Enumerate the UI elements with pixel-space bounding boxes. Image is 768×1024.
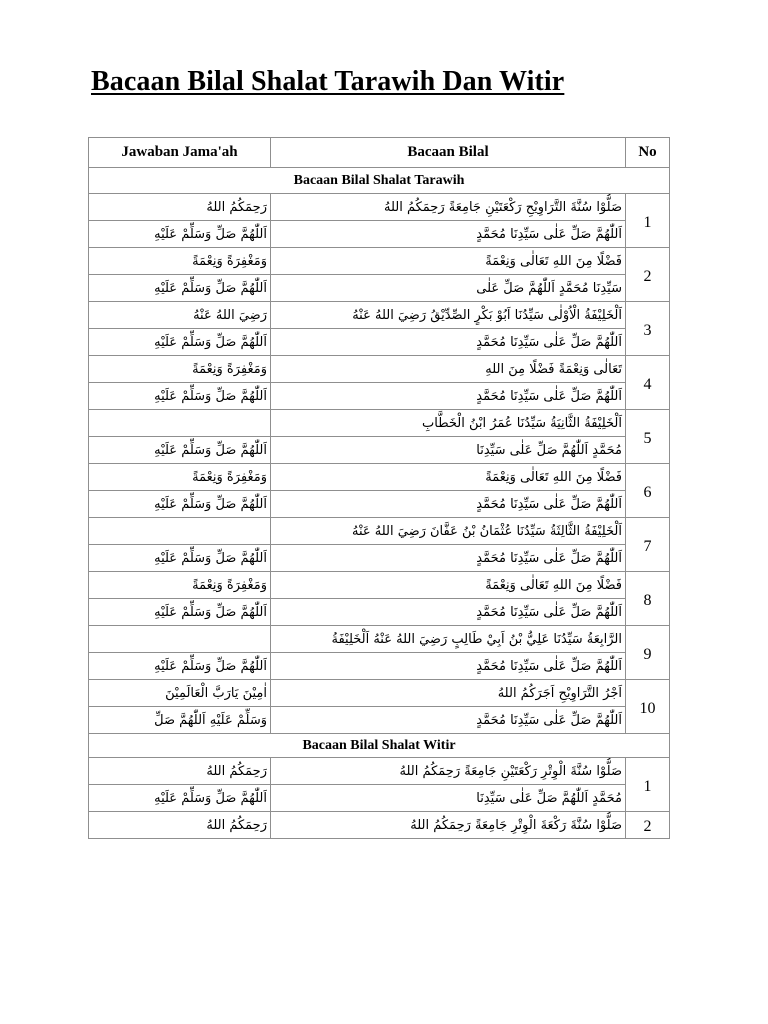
jawaban-cell: اَللّٰهُمَّ صَلِّ وَسَلِّمْ عَلَيْهِ [89, 785, 271, 812]
jawaban-cell: اَللّٰهُمَّ صَلِّ وَسَلِّمْ عَلَيْهِ [89, 329, 271, 356]
table-row [89, 572, 670, 599]
table-row [89, 464, 670, 491]
table-row [89, 221, 670, 248]
table-row [89, 302, 670, 329]
jawaban-cell [89, 626, 271, 653]
bilal-cell: اَللّٰهُمَّ صَلِّ عَلٰى سَيِّدِنَا مُحَمَّدٍ [271, 383, 626, 410]
table-row [89, 680, 670, 707]
table-body [89, 168, 670, 839]
table-row [89, 599, 670, 626]
bilal-cell: اَللّٰهُمَّ صَلِّ عَلٰى سَيِّدِنَا مُحَمَّدٍ [271, 329, 626, 356]
number-cell [626, 680, 670, 734]
table-row [89, 812, 670, 839]
table-row [89, 491, 670, 518]
section-title: Bacaan Bilal Shalat Witir [89, 734, 670, 758]
row-number: 9 [643, 645, 652, 663]
header-bilal: Bacaan Bilal [271, 138, 626, 168]
table-row [89, 194, 670, 221]
row-number: 1 [643, 213, 652, 231]
number-cell [626, 410, 670, 464]
jawaban-cell: اَللّٰهُمَّ صَلِّ وَسَلِّمْ عَلَيْهِ [89, 383, 271, 410]
jawaban-cell [89, 518, 271, 545]
row-number: 1 [643, 777, 652, 795]
bilal-cell: اَجْرُ التَّرَاوِيْحِ اَجَرَكُمُ اللهُ [271, 680, 626, 707]
table-row [89, 383, 670, 410]
number-cell [626, 302, 670, 356]
table-row [89, 758, 670, 785]
jawaban-cell [89, 410, 271, 437]
number-cell [626, 248, 670, 302]
bilal-cell: مُحَمَّدٍ اَللّٰهُمَّ صَلِّ عَلٰى سَيِّدِنَا [271, 437, 626, 464]
row-number: 2 [643, 818, 652, 835]
jawaban-cell: وَمَغْفِرَةً وَنِعْمَةً [89, 248, 271, 275]
table-row [89, 437, 670, 464]
bilal-cell: اَللّٰهُمَّ صَلِّ عَلٰى سَيِّدِنَا مُحَمَّدٍ [271, 545, 626, 572]
table-row [89, 653, 670, 680]
jawaban-cell: اَللّٰهُمَّ صَلِّ وَسَلِّمْ عَلَيْهِ [89, 491, 271, 518]
section-title: Bacaan Bilal Shalat Tarawih [89, 168, 670, 194]
jawaban-cell: وَمَغْفِرَةً وَنِعْمَةً [89, 464, 271, 491]
jawaban-cell: اَللّٰهُمَّ صَلِّ وَسَلِّمْ عَلَيْهِ [89, 275, 271, 302]
jawaban-cell: اَللّٰهُمَّ صَلِّ وَسَلِّمْ عَلَيْهِ [89, 653, 271, 680]
jawaban-cell: رَحِمَكُمُ اللهُ [89, 758, 271, 785]
bilal-cell: فَضْلًا مِنَ اللهِ تَعَالٰى وَنِعْمَةً [271, 572, 626, 599]
bilal-cell: صَلُّوْا سُنَّةَ التَّرَاوِيْحِ رَكْعَتَيْنِ جَامِعَةً رَحِمَكُمُ اللهُ [271, 194, 626, 221]
row-number: 7 [643, 537, 652, 555]
number-cell [626, 626, 670, 680]
number-cell [626, 518, 670, 572]
bilal-cell: اَللّٰهُمَّ صَلِّ عَلٰى سَيِّدِنَا مُحَمَّدٍ [271, 707, 626, 734]
table-row [89, 518, 670, 545]
prayer-table [88, 137, 670, 839]
jawaban-cell: اٰمِيْنَ يَارَبَّ الْعَالَمِيْنَ [89, 680, 271, 707]
table-row [89, 329, 670, 356]
number-cell [626, 572, 670, 626]
jawaban-cell: رَحِمَكُمُ اللهُ [89, 194, 271, 221]
table-row [89, 626, 670, 653]
section-row [89, 168, 670, 194]
header-no: No [626, 138, 670, 168]
bilal-cell: اَلْخَلِيْفَةُ الْاُوْلٰى سَيِّدُنَا اَبُوْ بَكْرٍ الصِّدِّيْقُ رَضِيَ اللهُ عَنْهُ [271, 302, 626, 329]
table-header-row [89, 138, 670, 168]
jawaban-cell: اَللّٰهُمَّ صَلِّ وَسَلِّمْ عَلَيْهِ [89, 437, 271, 464]
jawaban-cell: اَللّٰهُمَّ صَلِّ وَسَلِّمْ عَلَيْهِ [89, 221, 271, 248]
jawaban-cell: وَمَغْفِرَةً وَنِعْمَةً [89, 356, 271, 383]
row-number: 10 [639, 699, 656, 717]
jawaban-cell: وَمَغْفِرَةً وَنِعْمَةً [89, 572, 271, 599]
bilal-cell: سَيِّدِنَا مُحَمَّدٍ اَللّٰهُمَّ صَلِّ عَلٰى [271, 275, 626, 302]
table-row [89, 410, 670, 437]
row-number: 3 [643, 321, 652, 339]
table-row [89, 707, 670, 734]
jawaban-cell: رَحِمَكُمُ اللهُ [89, 812, 271, 839]
row-number: 6 [643, 483, 652, 501]
bilal-cell: مُحَمَّدٍ اَللّٰهُمَّ صَلِّ عَلٰى سَيِّدِنَا [271, 785, 626, 812]
table-row [89, 356, 670, 383]
header-jawaban: Jawaban Jama'ah [89, 138, 271, 168]
bilal-cell: اَلْخَلِيْفَةُ الثَّانِيَةُ سَيِّدُنَا عُمَرُ ابْنُ الْخَطَّابِ [271, 410, 626, 437]
bilal-cell: فَضْلًا مِنَ اللهِ تَعَالٰى وَنِعْمَةً [271, 248, 626, 275]
row-number: 4 [643, 375, 652, 393]
bilal-cell: اَللّٰهُمَّ صَلِّ عَلٰى سَيِّدِنَا مُحَمَّدٍ [271, 653, 626, 680]
table-row [89, 275, 670, 302]
jawaban-cell: اَللّٰهُمَّ صَلِّ وَسَلِّمْ عَلَيْهِ [89, 545, 271, 572]
number-cell [626, 356, 670, 410]
row-number: 5 [643, 429, 652, 447]
jawaban-cell: وَسَلِّمْ عَلَيْهِ اَللّٰهُمَّ صَلِّ [89, 707, 271, 734]
number-cell [626, 464, 670, 518]
table-row [89, 545, 670, 572]
page-title: Bacaan Bilal Shalat Tarawih Dan Witir [91, 66, 565, 97]
bilal-cell: صَلُّوْا سُنَّةَ رَكْعَةَ الْوِتْرِ جَامِعَةً رَحِمَكُمُ اللهُ [271, 812, 626, 839]
table-row [89, 785, 670, 812]
number-cell [626, 194, 670, 248]
bilal-cell: اَللّٰهُمَّ صَلِّ عَلٰى سَيِّدِنَا مُحَمَّدٍ [271, 491, 626, 518]
bilal-cell: اَلْخَلِيْفَةُ الثَّالِثَةُ سَيِّدُنَا عُثْمَانُ بْنُ عَفَّانَ رَضِيَ اللهُ عَنْهُ [271, 518, 626, 545]
bilal-cell: صَلُّوْا سُنَّةَ الْوِتْرِ رَكْعَتَيْنِ جَامِعَةً رَحِمَكُمُ اللهُ [271, 758, 626, 785]
number-cell [626, 758, 670, 812]
bilal-cell: الرَّابِعَةُ سَيِّدُنَا عَلِيُّ بْنُ اَبِيْ طَالِبٍ رَضِيَ اللهُ عَنْهُ اَلْخَلِيْفَةُ [271, 626, 626, 653]
row-number: 2 [643, 267, 652, 285]
table-row [89, 248, 670, 275]
bilal-cell: فَضْلًا مِنَ اللهِ تَعَالٰى وَنِعْمَةً [271, 464, 626, 491]
jawaban-cell: اَللّٰهُمَّ صَلِّ وَسَلِّمْ عَلَيْهِ [89, 599, 271, 626]
bilal-cell: اَللّٰهُمَّ صَلِّ عَلٰى سَيِّدِنَا مُحَمَّدٍ [271, 221, 626, 248]
bilal-cell: تَعَالٰى وَنِعْمَةً فَضْلًا مِنَ اللهِ [271, 356, 626, 383]
bilal-cell: اَللّٰهُمَّ صَلِّ عَلٰى سَيِّدِنَا مُحَمَّدٍ [271, 599, 626, 626]
number-cell [626, 812, 670, 839]
jawaban-cell: رَضِيَ اللهُ عَنْهُ [89, 302, 271, 329]
row-number: 8 [643, 591, 652, 609]
section-row [89, 734, 670, 758]
